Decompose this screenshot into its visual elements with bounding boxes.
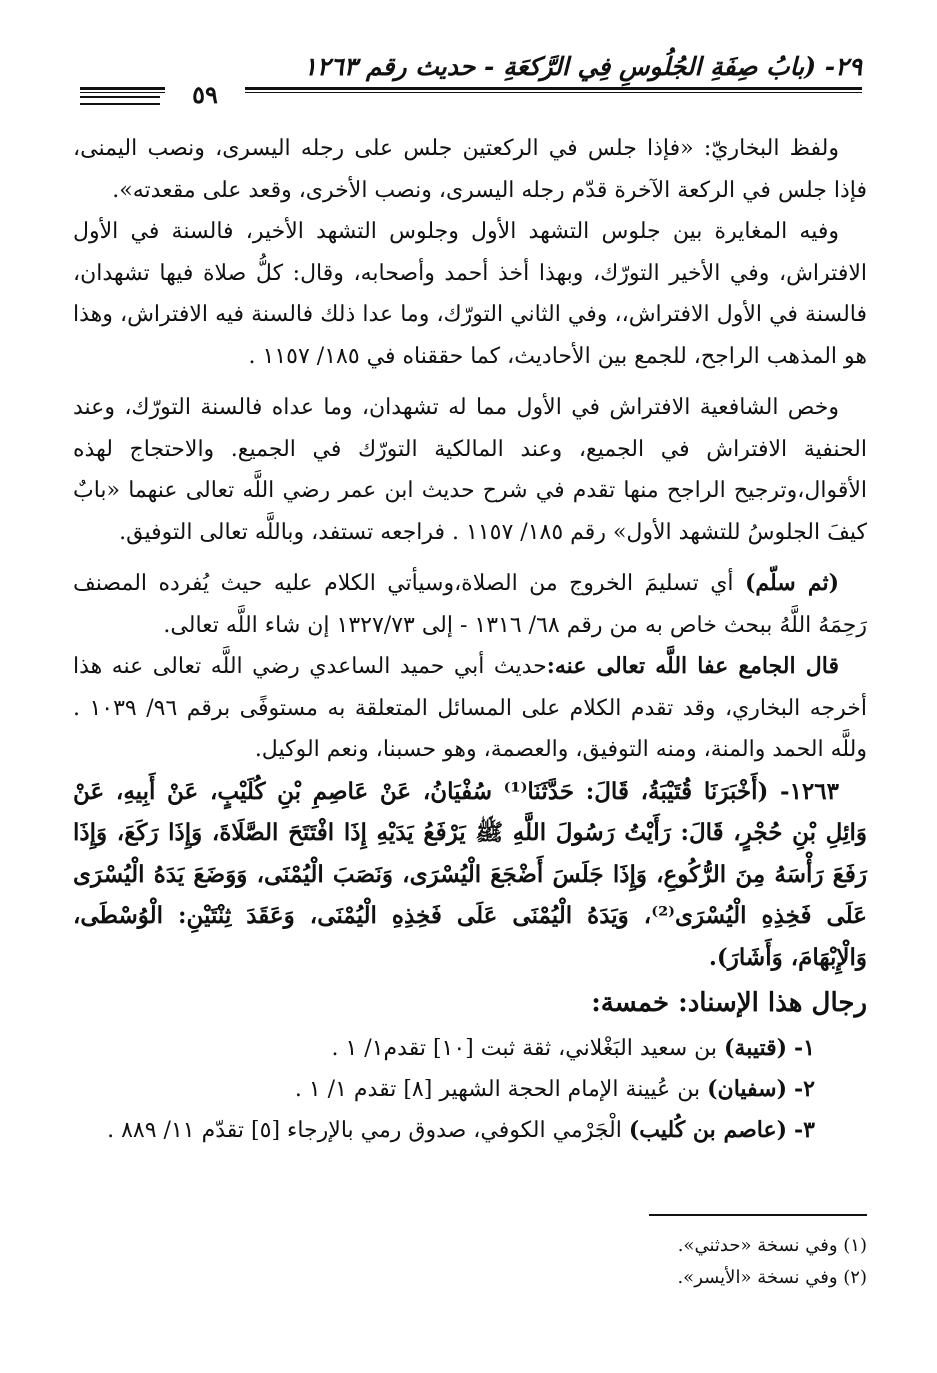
page-number: ٥٩ [165,80,245,109]
main-text [73,128,867,1151]
header-title: ٢٩- (بابُ صِفَةِ الجُلُوسِ فِي الرَّكعَةِ - حديث رقم ١٢٦٣ [303,52,862,81]
narrator-text: بن عُيينة الإمام الحجة الشهير [٨] تقدم ١/ ١ . [294,1077,708,1102]
narrator-item [73,1028,867,1069]
paragraph-jami [73,646,867,771]
paragraph-mughayara: وفيه المغايرة بين جلوس التشهد الأول وجلوس التشهد الأخير، فالسنة في الأول الافتراش، وفي الأخير التورّك، وبهذا أخذ أحمد وأصحابه، وقال: كلُّ صلاة فيها تشهدان، فالسنة في الأول الافتراش،، وفي الثاني التورّك، وما عدا ذلك فالسنة فيه الافتراش، وهذا هو المذهب الراجح، للجمع بين الأحاديث، كما حققناه في ١٨٥/ ١١٥٧ . [73,219,867,369]
paragraph-gap [73,553,867,563]
narrator-number: ١- [794,1035,815,1061]
narrator-text: بن سعيد البَغْلاني، ثقة ثبت [١٠] تقدم١/ ١ . [331,1036,724,1061]
salam-term: (ثم سلّم) [744,570,839,596]
jami-lead: قال الجامع عفا اللَّه تعالى عنه: [546,653,839,679]
paragraph-bukhari: ولفظ البخاريّ: «فإذا جلس في الركعتين جلس على رجله اليسرى، ونصب اليمنى، فإذا جلس في الركعة الآخرة قدّم رجله اليسرى، ونصب الأخرى، وقعد على مقعدته». [73,136,867,203]
narrator-number: ٢- [794,1076,815,1102]
footnote-item: (١) وفي نسخة «حدثني». [677,1235,867,1256]
jami-text: حديث أبي حميد الساعدي رضي اللَّه تعالى عنه هذا أخرجه البخاري، وقد تقدم الكلام على المسائل المتعلقة به مستوفًى برقم ٩٦/ ١٠٣٩ . وللَّه الحمد والمنة، ومنه التوفيق، والعصمة، وهو حسبنا، ونعم الوكيل. [73,654,867,762]
narrator-name: (قتيبة) [723,1035,788,1061]
salam-text: أي تسليمَ الخروج من الصلاة،وسيأتي الكلام عليه حيث يُفرده المصنف رَحِمَهُ اللَّهُ ببحث خاص به من رقم ٦٨/ ١٣١٦ - إلى ١٣٢٧/٧٣ إن شاء اللَّه تعالى. [73,571,867,638]
hadith-text: ١٢٦٣- (أَخْبَرَنَا قُتَيْبَةُ، قَالَ: حَدَّثَنَا⁽¹⁾ سُفْيَانُ، عَنْ عَاصِمِ بْنِ كُلَيْبٍ، عَنْ أَبِيهِ، عَنْ وَائِلِ بْنِ حُجْرٍ، قَالَ: رَأَيْتُ رَسُولَ اللَّهِ ﷺ يَرْفَعُ يَدَيْهِ إِذَا افْتَتَحَ الصَّلَاةَ، وَإِذَا رَكَعَ، وَإِذَا رَفَعَ رَأْسَهُ مِنَ الرُّكُوعِ، وَإِذَا جَلَسَ أَضْجَعَ الْيُسْرَى، وَنَصَبَ الْيُمْنَى، وَوَضَعَ يَدَهُ الْيُسْرَى عَلَى فَخِذِهِ الْيُسْرَى⁽²⁾، وَيَدَهُ الْيُمْنَى عَلَى فَخِذِهِ الْيُمْنَى، وَعَقَدَ ثِنْتَيْنِ: الْوُسْطَى، وَالْإِبْهَامَ، وَأَشَارَ). [73,777,868,971]
narrator-name: (سفيان) [707,1076,788,1102]
narrator-name: (عاصم بن كُليب) [628,1117,788,1143]
section-heading: رجال هذا الإسناد: خمسة: [591,988,867,1018]
page-number-rule-lower [80,103,160,105]
narrator-item [73,1110,867,1151]
paragraph-shafiiyya: وخص الشافعية الافتراش في الأول مما له تشهدان، وما عداه فالسنة التورّك، وعند الحنفية الافتراش في الجميع، وعند المالكية التورّك في الجميع. والاحتجاج لهذه الأقوال،وترجيح الراجح منها تقدم في شرح حديث ابن عمر رضي اللَّه تعالى عنهما «بابٌ كيفَ الجلوسُ للتشهد الأول» رقم ١٨٥/ ١١٥٧ . فراجعه تستفد، وباللَّه تعالى التوفيق. [73,395,867,545]
page-number-rule-upper [80,96,160,98]
narrator-item [73,1069,867,1110]
footnote-rule [649,1214,867,1216]
narrator-number: ٣- [794,1117,815,1143]
running-header [80,52,862,82]
paragraph-salam [73,563,867,646]
footnotes [73,1230,867,1294]
footnote-item: (٢) وفي نسخة «الأيسر». [677,1267,867,1288]
narrator-text: الْجَرْمي الكوفي، صدوق رمي بالإرجاء [٥] تقدّم ١١/ ٨٨٩ . [107,1118,629,1143]
paragraph-gap [73,377,867,387]
